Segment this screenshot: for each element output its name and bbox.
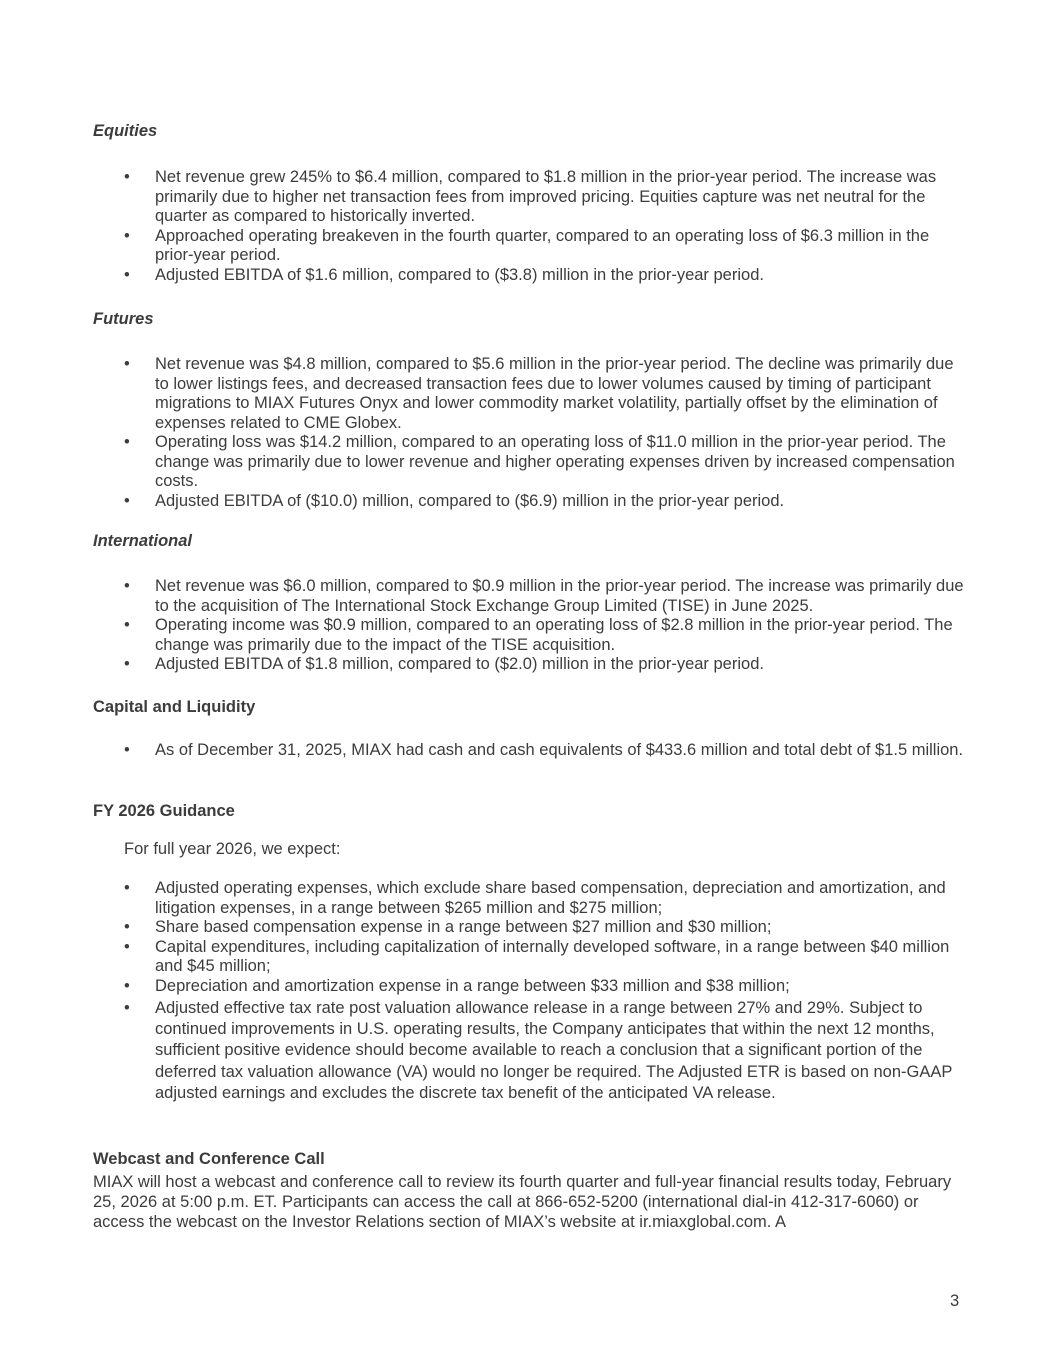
list-item: • Net revenue grew 245% to $6.4 million, compared to $1.8 million in the prior-year period. The increase was primarily due to higher net transaction fees from improved pricing. Equities capture was net neutral for the quarter as compared to historically inverted. — [124, 168, 937, 225]
bullet-icon: • — [124, 879, 130, 897]
bullet-icon: • — [124, 577, 130, 595]
futures-bullet-list — [124, 355, 964, 511]
list-item: • Approached operating breakeven in the fourth quarter, compared to an operating loss of $6.3 million in the prior-year period. — [124, 226, 930, 264]
bullet-icon: • — [124, 355, 130, 373]
list-item: • Adjusted EBITDA of ($10.0) million, compared to ($6.9) million in the prior-year period. — [124, 491, 785, 510]
bullet-icon: • — [124, 999, 130, 1017]
list-item: • Capital expenditures, including capitalization of internally developed software, in a range between $40 million and $45 million; — [124, 937, 950, 975]
page-number: 3 — [950, 1292, 960, 1310]
guidance-bullet-list — [124, 879, 964, 996]
equities-heading: Equities — [93, 122, 158, 140]
bullet-icon: • — [124, 226, 130, 245]
list-item: • As of December 31, 2025, MIAX had cash and cash equivalents of $433.6 million and total debt of $1.5 million. — [124, 741, 964, 759]
bullet-icon: • — [124, 976, 130, 995]
list-item: • Operating income was $0.9 million, compared to an operating loss of $2.8 million in the prior-year period. The change was primarily due to the impact of the TISE acquisition. — [124, 616, 953, 654]
guidance-intro: For full year 2026, we expect: — [124, 840, 341, 858]
bullet-icon: • — [124, 937, 130, 956]
webcast-heading: Webcast and Conference Call — [93, 1150, 325, 1168]
list-item: • Net revenue was $6.0 million, compared to $0.9 million in the prior-year period. The increase was primarily due to the acquisition of The International Stock Exchange Group Limited (TISE) in June 2025. — [124, 577, 964, 615]
guidance-bullet-list-continued — [124, 998, 964, 1104]
bullet-icon: • — [124, 616, 130, 634]
international-bullet-list — [124, 577, 964, 675]
bullet-icon: • — [124, 168, 130, 186]
bullet-icon: • — [124, 265, 130, 284]
list-item: • Depreciation and amortization expense in a range between $33 million and $38 million; — [124, 976, 790, 995]
futures-heading: Futures — [93, 310, 154, 328]
bullet-icon: • — [124, 491, 130, 510]
capital-heading: Capital and Liquidity — [93, 698, 256, 716]
list-item: • Adjusted EBITDA of $1.6 million, compared to ($3.8) million in the prior-year period. — [124, 265, 764, 284]
list-item: • Adjusted EBITDA of $1.8 million, compared to ($2.0) million in the prior-year period. — [124, 655, 764, 673]
bullet-icon: • — [124, 918, 130, 936]
capital-bullet-list — [124, 741, 964, 761]
international-heading: International — [93, 532, 193, 550]
webcast-body: MIAX will host a webcast and conference call to review its fourth quarter and full-year financial results today, February 25, 2026 at 5:00 p.m. ET. Participants can access the call at 866-652-5200 (international dial-in 412-317-6060) or access the webcast on the Investor Relations section of MIAX’s website at ir.miaxglobal.com. A — [93, 1173, 952, 1231]
bullet-icon: • — [124, 741, 130, 759]
bullet-icon: • — [124, 655, 130, 673]
list-item: • Adjusted operating expenses, which exclude share based compensation, depreciation and amortization, and litigation expenses, in a range between $265 million and $275 million; — [124, 879, 946, 917]
equities-bullet-list — [124, 168, 964, 285]
list-item: • Share based compensation expense in a range between $27 million and $30 million; — [124, 918, 772, 936]
bullet-icon: • — [124, 433, 130, 451]
guidance-heading: FY 2026 Guidance — [93, 802, 235, 820]
list-item: • Net revenue was $4.8 million, compared to $5.6 million in the prior-year period. The decline was primarily due to lower listings fees, and decreased transaction fees due to lower volumes caused by timing of participant migrations to MIAX Futures Onyx and lower commodity market volatility, partially offset by the elimination of expenses related to CME Globex. — [124, 355, 954, 432]
list-item: • Operating loss was $14.2 million, compared to an operating loss of $11.0 million in the prior-year period. The change was primarily due to lower revenue and higher operating expenses driven by increased compensation costs. — [124, 433, 955, 490]
list-item: • Adjusted effective tax rate post valuation allowance release in a range between 27% and 29%. Subject to continued improvements in U.S. operating results, the Company anticipates that within the next 12 months, sufficient positive evidence should become available to reach a conclusion that a significant portion of the deferred tax valuation allowance (VA) would no longer be required. The Adjusted ETR is based on non-GAAP adjusted earnings and excludes the discrete tax benefit of the anticipated VA release. — [124, 999, 953, 1102]
